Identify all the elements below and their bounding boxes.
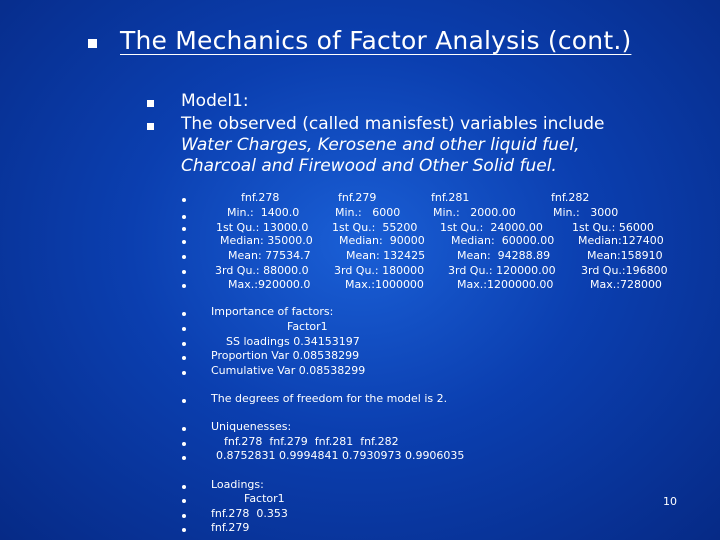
bullet-variables-line3: Charcoal and Firewood and Other Solid fuel. — [181, 156, 557, 176]
bullet-variables-line2: Water Charges, Kerosene and other liquid fuel, — [181, 135, 580, 155]
row-bullet — [182, 514, 186, 518]
importance-cumulative-var: Cumulative Var 0.08538299 — [211, 364, 366, 377]
importance-proportion-var: Proportion Var 0.08538299 — [211, 349, 360, 362]
summary-row: Median: 35000.0 Median: 90000 Median: 60000.00 Median:127400 — [220, 234, 664, 247]
row-bullet — [182, 371, 186, 375]
importance-factor-header: Factor1 — [287, 320, 328, 333]
title-bullet — [88, 39, 97, 48]
summary-row: Max.:920000.0 Max.:1000000 Max.:1200000.00 Max.:728000 — [228, 278, 662, 291]
importance-ss-loadings: SS loadings 0.34153197 — [226, 335, 360, 348]
degrees-of-freedom: The degrees of freedom for the model is 2. — [211, 392, 448, 405]
uniquenesses-variables: fnf.278 fnf.279 fnf.281 fnf.282 — [224, 435, 399, 448]
row-bullet — [182, 312, 186, 316]
loadings-row: fnf.279 — [211, 521, 250, 534]
row-bullet — [182, 485, 186, 489]
row-bullet — [182, 342, 186, 346]
loadings-heading: Loadings: — [211, 478, 264, 491]
row-bullet — [182, 442, 186, 446]
summary-row: Min.: 1400.0 Min.: 6000 Min.: 2000.00 Min.: 3000 — [227, 206, 619, 219]
row-bullet — [182, 456, 186, 460]
summary-row: 3rd Qu.: 88000.0 3rd Qu.: 180000 3rd Qu.: 120000.00 3rd Qu.:196800 — [215, 264, 668, 277]
loadings-factor-header: Factor1 — [244, 492, 285, 505]
page-number: 10 — [663, 495, 677, 508]
bullet-marker — [147, 100, 154, 107]
row-bullet — [182, 356, 186, 360]
row-bullet — [182, 528, 186, 532]
uniquenesses-heading: Uniquenesses: — [211, 420, 292, 433]
bullet-model: Model1: — [181, 91, 249, 111]
uniquenesses-values: 0.8752831 0.9994841 0.7930973 0.9906035 — [216, 449, 465, 462]
row-bullet — [182, 399, 186, 403]
bullet-marker — [147, 123, 154, 130]
loadings-row: fnf.278 0.353 — [211, 507, 288, 520]
importance-heading: Importance of factors: — [211, 305, 334, 318]
summary-row: fnf.278 fnf.279 fnf.281 fnf.282 — [241, 191, 590, 204]
row-bullet — [182, 499, 186, 503]
row-bullet — [182, 327, 186, 331]
summary-row: Mean: 77534.7 Mean: 132425 Mean: 94288.89 Mean:158910 — [228, 249, 663, 262]
bullet-variables: The observed (called manisfest) variables include — [181, 114, 605, 134]
row-bullet — [182, 427, 186, 431]
summary-row: 1st Qu.: 13000.0 1st Qu.: 55200 1st Qu.: 24000.00 1st Qu.: 56000 — [216, 221, 654, 234]
slide-title: The Mechanics of Factor Analysis (cont.) — [120, 26, 632, 55]
